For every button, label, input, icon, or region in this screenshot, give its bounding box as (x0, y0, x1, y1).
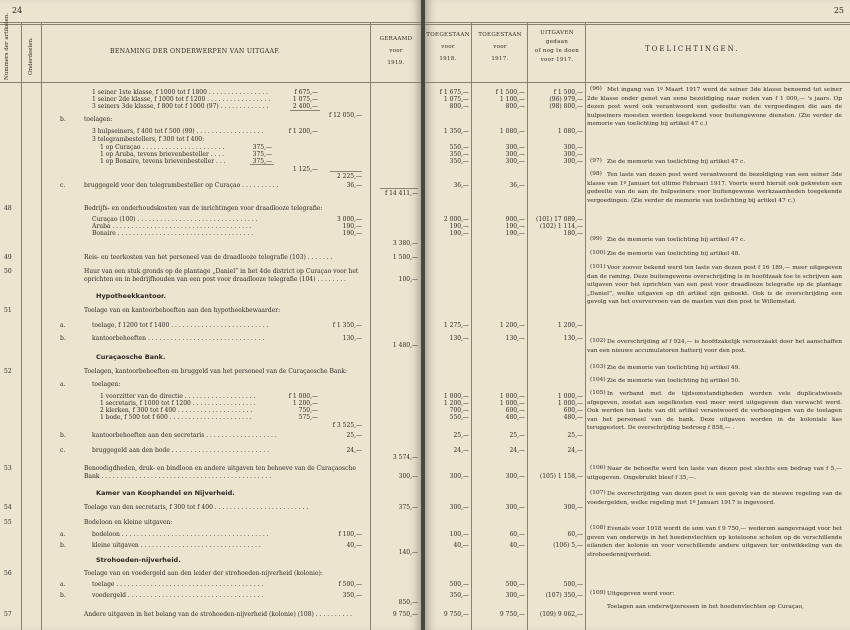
note-number: (101) (590, 264, 606, 270)
amount-total: f 14 411,— (384, 190, 418, 197)
line: 1 seiner 2de klasse, f 1000 tot f 1200 . . . . . . . . . . . . . . . . . (92, 96, 271, 103)
amount: f 1 350,— (332, 322, 362, 329)
amount-uitgaven: 300,— (563, 158, 583, 165)
article-number: 52 (4, 368, 12, 375)
amount-uitgaven: 500,— (563, 581, 583, 588)
amount-uitgaven: 1 000,— (557, 393, 583, 400)
line: bodeloon . . . . . . . . . . . . . . . . . . . . . . . . . . . . . . . . . . . . . . . (92, 531, 269, 538)
note-text: Zie de memorie van toelichting bij artikel 48. (607, 251, 741, 257)
amount-uitgaven: 24,— (567, 447, 583, 454)
sub-letter: c. (60, 182, 66, 189)
sub-letter: c. (60, 447, 66, 454)
sub-letter: a. (60, 322, 66, 329)
line: 1 seiner 1ste klasse, f 1000 tot f 1800 . . . . . . . . . . . . . . . . (92, 89, 268, 96)
note-number: (108) (590, 525, 606, 531)
note-text: Evenals voor 1918 wordt de som van f 9 750,— wederom aangevraagd voor het geven van onderwijs in het hoedenvlechten op koteloone scholen op de verschillende eilanden der kolonie en voor verschillende andere uitgaven ter ontwikkeling van de strohoedennijverheid. (587, 526, 842, 558)
article-number: 53 (4, 465, 12, 472)
amount-1918: 350,— (449, 151, 469, 158)
subtotal-rule (380, 188, 418, 189)
section-heading: Kamer van Koophandel en Nijverheid. (96, 489, 235, 497)
line: Curaçao (100) . . . . . . . . . . . . . . . . . . . . . . . . . . . . . . . . (92, 216, 258, 223)
sub-letter: a. (60, 531, 66, 538)
note-text: Zie de memorie van toelichting bij artikel 47 c. (607, 237, 746, 243)
amount-1918: 800,— (449, 103, 469, 110)
amount: 1 125,— (292, 166, 318, 173)
line: Reis- en teerkosten van het personeel van de draadlooze telegrafie (103) . . . . . . . (84, 254, 333, 261)
header-geraamd: GERAAMD voor 1919. (379, 36, 413, 66)
amount-1917: 800,— (505, 103, 525, 110)
sub-letter: a. (60, 581, 66, 588)
amount-1918: 190,— (449, 223, 469, 230)
amount-1917: f 1 500,— (495, 89, 525, 96)
line: kantoorbehoeften aan den secretaris . . . . . . . . . . . . . . . . . . . (92, 432, 277, 439)
line: oprichten en in bedrijfhouden van een post voor draadlooze telegrafie (104) . . . . . . . . (84, 276, 346, 283)
amount-uitgaven: 300,— (563, 504, 583, 511)
article-number: 56 (4, 570, 12, 577)
note-text: In verband met de tijdsomstandigheden worden vele duplicatwissels afgegeven, zoodat aan segelkosten veel meer werd uitgegeven dan verwacht werd. Ook werden ten laste van dit artikel verantwoord de verhoogingen van de toelagen van het personeel van de bank. Deze uitgaven worden in de koloniale kas teruggestort. De overschrijding bedroeg f 858,— . (587, 391, 842, 432)
note-text: Zie de memorie van toelichting bij artikel 47 c. (607, 159, 746, 165)
section-heading: Strohoeden-nijverheid. (96, 556, 181, 564)
amount-1917: 1 100,— (499, 96, 525, 103)
amount-1917: 9 750,— (499, 611, 525, 618)
line: 1 op Aruba, tevens brievenbesteller . . . . (100, 151, 225, 158)
amount: f 500,— (338, 581, 362, 588)
line: 3 telegrambestellers, f 300 tot f 400: (92, 136, 205, 143)
amount-uitgaven: (107) 350,— (545, 592, 583, 599)
amount-total: 1 480,— (392, 342, 418, 349)
amount: 3 000,— (336, 216, 362, 223)
page-number: 24 (12, 6, 23, 15)
amount-1917: 1 200,— (499, 322, 525, 329)
amount: 24,— (346, 447, 362, 454)
header-benaming: BENAMING DER ONDERWERPEN VAN UITGAAF. (110, 48, 281, 55)
amount-uitgaven: (102) 1 114,— (539, 223, 583, 230)
amount-1917: 1 000,— (499, 393, 525, 400)
subtotal-rule (250, 164, 274, 165)
amount-1918: 300,— (449, 504, 469, 511)
line: Bodeloon en kleine uitgaven: (84, 519, 173, 526)
amount-total: 140,— (398, 549, 418, 556)
line: Bank . . . . . . . . . . . . . . . . . . . . . . . . . . . . . . . . . . . . . . . . . . . . . (84, 473, 272, 480)
amount-1918: 24,— (453, 447, 469, 454)
right-page (425, 0, 850, 630)
amount-1917: 24,— (509, 447, 525, 454)
column-rule (21, 22, 22, 630)
amount-uitgaven: 300,— (563, 151, 583, 158)
header-toelichtingen: TOELICHTINGEN. (645, 45, 740, 53)
amount: f 100,— (338, 531, 362, 538)
article-number: 48 (4, 205, 12, 212)
amount: 375,— (252, 151, 272, 158)
amount-1917: 300,— (505, 158, 525, 165)
amount: f 12 050,— (328, 112, 362, 119)
header-uitgaven: UITGAVEN gedaan of nog te doen voor 1917. (534, 30, 580, 63)
note-number: (109) (590, 590, 606, 596)
amount-uitgaven: (105) 1 158,— (539, 473, 583, 480)
note-text: Naar de behoefte werd ten laste van dezen post slechts een bedrag van f 5,— uitgegeven. Ongebruikt bleef f 35,—. (587, 466, 842, 481)
subtotal-rule (330, 171, 362, 172)
header-toegestaan-1917: TOEGESTAAN voor 1917. (478, 32, 522, 62)
line: 2 klerken, f 300 tot f 400 . . . . . . . . . . . . . . . . . . . . (100, 407, 253, 414)
line: 1 voorzitter van de directie . . . . . . . . . . . . . . . . . . . (100, 393, 256, 400)
amount-uitgaven: (96) 979,— (549, 96, 583, 103)
amount-uitgaven: f 1 500,— (553, 89, 583, 96)
amount: 350,— (342, 592, 362, 599)
amount-1917: 40,— (509, 542, 525, 549)
line: voedergeld . . . . . . . . . . . . . . . . . . . . . . . . . . . . . . . . . . . . (92, 592, 264, 599)
amount-1918: 130,— (449, 335, 469, 342)
amount: 25,— (346, 432, 362, 439)
amount-1918: 500,— (449, 581, 469, 588)
page-number: 25 (833, 6, 844, 15)
column-rule (471, 22, 472, 630)
amount-uitgaven: (101) 17 089,— (536, 216, 583, 223)
note-text: Met ingang van 1º Maart 1917 werd de seiner 3de klasse benoemd tot seiner 2de klasse onder genot van eene bezoldiging naar reden van f 1 000,— 's jaars. Op dezen post werd ook verantwoord een gedeelte van de vergoedingen die aan de hulpseiners moesten worden toegekend voor buitengewone diensten. (Zie verder de memorie van toelichting bij artikel 47 c.) (587, 87, 842, 128)
line: 3 seiners 3de klasse, f 800 tot f 1000 (97) . . . . . . . . . . . . . (92, 103, 269, 110)
amount-uitgaven: 480,— (563, 414, 583, 421)
header-nummers: Nummers der artikelen. (4, 12, 10, 80)
note-text: Toelagen aan onderwijzeressen in het hoedenvlechten op Curaçao, (607, 604, 804, 610)
amount: 2 400,— (292, 103, 318, 110)
amount: 36,— (346, 182, 362, 189)
amount-1918: 190,— (449, 230, 469, 237)
amount-total: 3 380,— (392, 240, 418, 247)
amount-1917: 130,— (505, 335, 525, 342)
amount-1918: 25,— (453, 432, 469, 439)
amount-1917: 480,— (505, 414, 525, 421)
line: kleine uitgaven . . . . . . . . . . . . . . . . . . . . . . . . . . . . . . . . (92, 542, 261, 549)
header-toegestaan-1918: TOEGESTAAN voor 1918. (426, 32, 470, 62)
amount: 1 200,— (292, 400, 318, 407)
amount: 375,— (252, 158, 272, 165)
amount-uitgaven: (109) 9 062,— (539, 611, 583, 618)
amount: f 3 525,— (332, 422, 362, 429)
amount-1918: 36,— (453, 182, 469, 189)
line: Andere uitgaven in het belang van de strohoeden-nijverheid (kolonie) (108) . . . . . . . . . . (84, 611, 352, 618)
note-number: (97) (590, 158, 602, 164)
amount-1918: 1 000,— (443, 393, 469, 400)
amount-uitgaven: 130,— (563, 335, 583, 342)
column-rule (585, 22, 586, 630)
amount-1917: 500,— (505, 581, 525, 588)
line: toelagen: (84, 116, 113, 123)
column-rule (370, 22, 371, 630)
line: 1 op Curaçao . . . . . . . . . . . . . . . . . . . . . . (100, 144, 225, 151)
amount: 375,— (252, 144, 272, 151)
header-rule-top (0, 22, 421, 23)
amount-1918: 1 075,— (443, 96, 469, 103)
amount: 2 225,— (336, 173, 362, 180)
note-text: Uitgegeven werd voor: (607, 591, 675, 597)
amount-1917: 600,— (505, 407, 525, 414)
amount-uitgaven: 1 200,— (557, 322, 583, 329)
line: toelage, f 1200 tot f 1400 . . . . . . . . . . . . . . . . . . . . . . . . . . (92, 322, 269, 329)
line: Toelage van en voedergeld aan den leider der strohoeden-nijverheid (kolonie): (84, 570, 323, 577)
amount: 750,— (298, 407, 318, 414)
amount-uitgaven: (98) 800,— (549, 103, 583, 110)
article-number: 57 (4, 611, 12, 618)
amount-total: 9 750,— (392, 611, 418, 618)
sub-letter: b. (60, 335, 66, 342)
note-text: Ten laste van dezen post werd verantwoord de bezoldiging van een seiner 3de klasse van 1º Januari tot ultimo Februari 1917. Voorts werd hieruit ook gekweten een gedeelte van de aan de hulpseiners voor buitengewone werkzaamheden toegekende vergoedingen. (Zie verder de memorie van toelichting bij artikel 47 c.) (587, 172, 842, 204)
line: 1 op Bonaire, tevens brievenbesteller . . . (100, 158, 226, 165)
amount-uitgaven: 1 000,— (557, 400, 583, 407)
amount-total: 300,— (398, 473, 418, 480)
header-rule-top (425, 24, 850, 25)
amount-1917: 300,— (505, 151, 525, 158)
header-rule-top (425, 22, 850, 23)
amount-1918: 700,— (449, 407, 469, 414)
amount-1917: 300,— (505, 504, 525, 511)
amount-1918: 550,— (449, 414, 469, 421)
line: kantoorbehoeften . . . . . . . . . . . . . . . . . . . . . . . . . . . . . . . (92, 335, 265, 342)
note-number: (100) (590, 250, 606, 256)
line: toelage . . . . . . . . . . . . . . . . . . . . . . . . . . . . . . . . . . . . . . . (92, 581, 264, 588)
subtotal-rule (290, 110, 320, 111)
note-number: (105) (590, 390, 606, 396)
amount-1918: 1 350,— (443, 128, 469, 135)
line: toelagen: (92, 381, 121, 388)
amount-1918: 9 750,— (443, 611, 469, 618)
line: Huur van een stuk gronds op de plantage „Daniel” in het 4de district op Curaçao voor het (84, 268, 359, 275)
amount-1917: 300,— (505, 473, 525, 480)
article-number: 50 (4, 268, 12, 275)
section-heading: Hypotheekkantoor. (96, 292, 166, 300)
amount-1918: 350,— (449, 158, 469, 165)
line: Bonaire . . . . . . . . . . . . . . . . . . . . . . . . . . . . . . . . . . . . (92, 230, 254, 237)
amount-1918: 40,— (453, 542, 469, 549)
amount-uitgaven: 600,— (563, 407, 583, 414)
amount-uitgaven: 1 080,— (557, 128, 583, 135)
amount-uitgaven: 25,— (567, 432, 583, 439)
amount-1918: f 1 675,— (439, 89, 469, 96)
note-text: Voor zoover bekend werd ten laste van dezen post f 16 189,— meer uitgegeven dan de raming. Deze buitengewone overschrijding is in hoofdzaak toe te schrijven aan uitgaven voor het oprichten van een post voor draadlooze telegrafie op de plantage „Daniel”, welke uitgaven op dit artikel zijn geboekt. Ook is de overschrijding een gevolg van het oververvoen van de masten van den post te Willemstad. (587, 265, 842, 306)
amount-total: 100,— (398, 276, 418, 283)
line: 1 secretaris, f 1000 tot f 1200 . . . . . . . . . . . . . . . . . (100, 400, 256, 407)
note-number: (99) (590, 236, 602, 242)
amount: 40,— (346, 542, 362, 549)
amount-1917: 300,— (505, 144, 525, 151)
left-page (0, 0, 421, 630)
amount-1918: 1 275,— (443, 322, 469, 329)
sub-letter: b. (60, 116, 66, 123)
amount: f 1 000,— (288, 393, 318, 400)
amount-1918: 2 000,— (443, 216, 469, 223)
amount-1918: 550,— (449, 144, 469, 151)
header-onderdeelen: Onderdeelen. (28, 37, 34, 75)
note-number: (102) (590, 338, 606, 344)
amount: 575,— (298, 414, 318, 421)
line: Bedrijfs- en onderhoudskosten van de inrichtingen voor draadlooze telegrafie: (84, 205, 323, 212)
amount-1917: 1 000,— (499, 400, 525, 407)
amount-1917: 300,— (505, 592, 525, 599)
note-number: (98) (590, 171, 602, 177)
amount: 190,— (342, 230, 362, 237)
amount-1918: 300,— (449, 473, 469, 480)
amount-1917: 25,— (509, 432, 525, 439)
amount-1918: 350,— (449, 592, 469, 599)
line: 1 bode, f 500 tot f 600 . . . . . . . . . . . . . . . . . . . . . . (100, 414, 252, 421)
amount-1918: 100,— (449, 531, 469, 538)
line: 3 hulpseiners, f 400 tot f 500 (99) . . . . . . . . . . . . . . . . . . (92, 128, 264, 135)
note-number: (107) (590, 490, 606, 496)
note-text: De overschrijding af f 924,— is hoofdzakelijk veroorzaakt door het aanschaffen van een nieuwe accumulatoren batterij voor den post. (587, 339, 842, 354)
line: Toelage van den secretaris, f 300 tot f 400 . . . . . . . . . . . . . . . . . . . . . . . . . (84, 504, 309, 511)
note-text: Zie de memorie van toelichting bij artikel 50. (607, 378, 741, 384)
amount: 1 075,— (292, 96, 318, 103)
note-number: (104) (590, 377, 606, 383)
note-text: De overschrijding van dezen post is een gevolg van de nieuwe regeling van de voedergelden, welke regeling met 1º Januari 1917 is ingevoerd. (587, 491, 842, 506)
line: bruggegeld voor den telegrambesteller op Curaçao . . . . . . . . . . (84, 182, 279, 189)
amount: f 675,— (294, 89, 318, 96)
line: bruggegeld aan den bode . . . . . . . . . . . . . . . . . . . . . . . . . . (92, 447, 269, 454)
amount: f 1 200,— (288, 128, 318, 135)
line: Toelage van en kantoorbehoeften aan den hypotheekbewaarder: (84, 307, 281, 314)
sub-letter: b. (60, 542, 66, 549)
note-number: (106) (590, 465, 606, 471)
amount-1917: 60,— (509, 531, 525, 538)
article-number: 55 (4, 519, 12, 526)
header-rule-bottom (0, 82, 421, 83)
amount-uitgaven: 180,— (563, 230, 583, 237)
line: Benoodigdheden, druk- en bindloon en andere uitgaven ten behoeve van de Curaçaosche (84, 465, 356, 472)
header-rule-bottom (425, 82, 850, 83)
article-number: 49 (4, 254, 12, 261)
sub-letter: a. (60, 381, 66, 388)
amount-1917: 190,— (505, 223, 525, 230)
amount: 130,— (342, 335, 362, 342)
column-rule (527, 22, 528, 630)
note-number: (103) (590, 364, 606, 370)
sub-letter: b. (60, 592, 66, 599)
amount-uitgaven: 60,— (567, 531, 583, 538)
amount-uitgaven: (106) 5,— (553, 542, 583, 549)
amount-total: 1 500,— (392, 254, 418, 261)
amount-1917: 1 080,— (499, 128, 525, 135)
header-rule-top (0, 24, 421, 25)
note-number: (96) (590, 86, 602, 92)
amount-1917: 190,— (505, 230, 525, 237)
amount-1917: 36,— (509, 182, 525, 189)
article-number: 51 (4, 307, 12, 314)
note-text: Zie de memorie van toelichting bij artikel 49. (607, 365, 741, 371)
amount-total: 375,— (398, 504, 418, 511)
amount-1917: 900,— (505, 216, 525, 223)
line: Aruba . . . . . . . . . . . . . . . . . . . . . . . . . . . . . . . . . . . . . (92, 223, 252, 230)
amount: 190,— (342, 223, 362, 230)
column-rule (41, 22, 42, 630)
line: Toelagen, kantoorbehoeften en bruggeld van het personeel van de Curaçaosche Bank: (84, 368, 347, 375)
section-heading: Curaçaosche Bank. (96, 353, 166, 361)
amount-total: 3 574,— (392, 454, 418, 461)
sub-letter: b. (60, 432, 66, 439)
amount-uitgaven: 300,— (563, 144, 583, 151)
article-number: 54 (4, 504, 12, 511)
amount-total: 850,— (398, 599, 418, 606)
amount-1918: 1 200,— (443, 400, 469, 407)
